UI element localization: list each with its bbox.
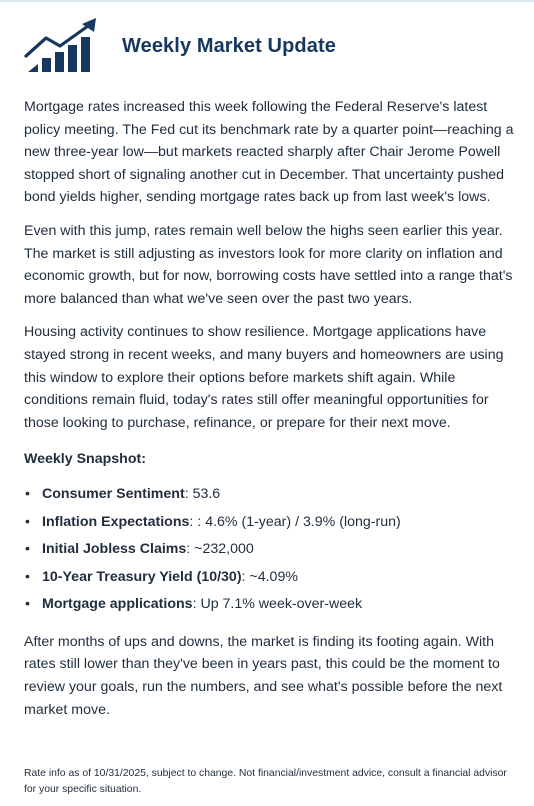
bullet-icon: • bbox=[25, 596, 30, 613]
snapshot-list bbox=[24, 483, 514, 621]
list-item bbox=[24, 511, 514, 539]
article-body bbox=[24, 96, 514, 733]
page-title: Weekly Market Update bbox=[122, 34, 336, 57]
snapshot-value: : Up 7.1% week-over-week bbox=[192, 596, 363, 613]
snapshot-label: Inflation Expectations bbox=[42, 513, 190, 530]
paragraph: Mortgage rates increased this week following the Federal Reserve's latest policy meeting. The Fed cut its benchmark rate by a quarter point—reaching a new three-year low—but markets reacted sharply after Chair Jerome Powell stopped short of signaling another cut in December. That uncertainty pushed bond yields higher, sending mortgage rates back up from last week's lows. bbox=[24, 99, 514, 206]
snapshot-label: Consumer Sentiment bbox=[42, 485, 185, 502]
list-item bbox=[24, 483, 514, 511]
paragraph: Housing activity continues to show resilience. Mortgage applications have stayed strong in recent weeks, and many buyers and homeowners are using this window to explore their options before markets shift again. While conditions remain fluid, today's rates still offer meaningful opportunities for those looking to purchase, refinance, or prepare for their next move. bbox=[24, 324, 504, 431]
rising-chart-icon bbox=[24, 16, 108, 76]
bullet-icon: • bbox=[25, 541, 30, 558]
header bbox=[24, 16, 336, 76]
snapshot-value: : ~4.09% bbox=[241, 568, 298, 585]
list-item bbox=[24, 593, 514, 621]
bullet-icon: • bbox=[25, 513, 30, 530]
paragraph: Even with this jump, rates remain well below the highs seen earlier this year. The market is still adjusting as investors look for more clarity on inflation and economic growth, but for now, borrowing costs have settled into a range that's more balanced than what we've seen over the past two years. bbox=[24, 222, 513, 307]
snapshot-value: : ~232,000 bbox=[186, 541, 254, 558]
closing-paragraph: After months of ups and downs, the market is finding its footing again. With rates still lower than they've been in years past, this could be the moment to review your goals, run the numbers, and see what's possible before the next market move. bbox=[24, 633, 503, 718]
bullet-icon: • bbox=[25, 485, 30, 502]
snapshot-label: Mortgage applications bbox=[42, 596, 193, 613]
disclaimer: Rate info as of 10/31/2025, subject to change. Not financial/investment advice, consult a financial advisor for your specific situation. bbox=[24, 768, 507, 795]
snapshot-label: Initial Jobless Claims bbox=[42, 541, 187, 558]
bullet-icon: • bbox=[25, 568, 30, 585]
snapshot-value: : : 4.6% (1-year) / 3.9% (long-run) bbox=[189, 513, 401, 530]
snapshot-label: 10-Year Treasury Yield (10/30) bbox=[42, 568, 242, 585]
list-item bbox=[24, 566, 514, 594]
snapshot-heading: Weekly Snapshot: bbox=[24, 451, 146, 468]
snapshot-value: : 53.6 bbox=[184, 485, 221, 502]
top-divider bbox=[0, 0, 534, 2]
list-item bbox=[24, 538, 514, 566]
